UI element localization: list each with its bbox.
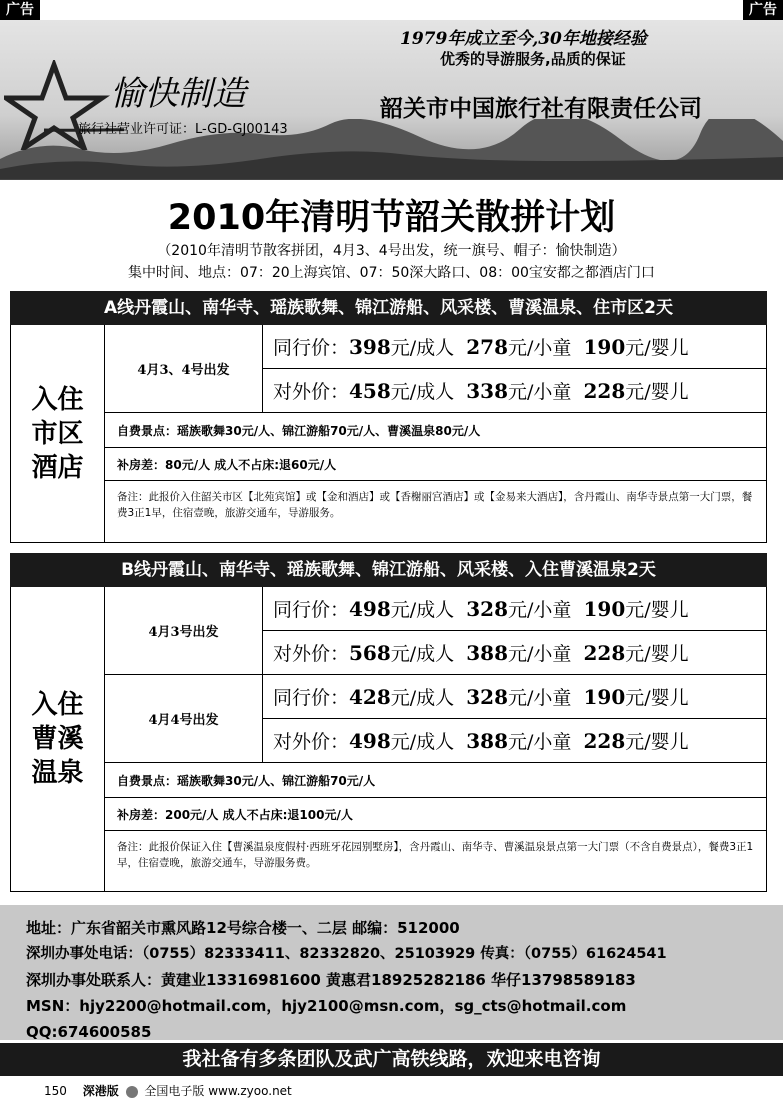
ad-label-right: 广告 bbox=[743, 0, 783, 20]
page-footer bbox=[44, 1082, 292, 1099]
line-a-title: A线丹霞山、南华寺、瑶族歌舞、锦江游船、风采楼、曹溪温泉、住市区2天 bbox=[10, 291, 767, 325]
line-a-price-trade: 同行价： 398 元/成人 278 元/小童 190 元/婴儿 bbox=[263, 325, 766, 369]
website: 全国电子版 www.zyoo.net bbox=[144, 1084, 292, 1098]
line-a-room-diff: 补房差：80元/人 成人不占床:退60元/人 bbox=[105, 448, 766, 481]
line-b-hotel: 入住曹溪温泉 bbox=[11, 587, 105, 891]
slogan-history: 1979年成立至今,30年地接经验 bbox=[400, 29, 647, 49]
line-b-note: 备注：此报价保证入住【曹溪温泉度假村·西班牙花园别墅房】，含丹霞山、南华寺、曹溪温泉景点第一大门票（不含自费景点），餐费3正1早，住宿壹晚，旅游交通车，导游服务费。 bbox=[117, 841, 754, 869]
edition-label: 深港版 bbox=[82, 1084, 119, 1098]
ad-label-left: 广告 bbox=[0, 0, 40, 20]
header-banner bbox=[0, 20, 783, 180]
subtitle-departure: （2010年清明节散客拼团，4月3、4号出发，统一旗号、帽子：愉快制造） bbox=[157, 243, 626, 259]
line-a-note: 备注：此报价入住韶关市区【北苑宾馆】或【金和酒店】或【香榭丽宫酒店】或【金易来大酒店】，含丹霞山、南华寺景点第一大门票，餐费3正1早，住宿壹晚，旅游交通车，导游服务。 bbox=[117, 491, 753, 519]
page-title: 2010年清明节韶关散拼计划 bbox=[167, 198, 616, 238]
company-name: 韶关市中国旅行社有限责任公司 bbox=[380, 96, 702, 122]
line-b-date-1: 4月3号出发 bbox=[105, 587, 263, 675]
line-a-date: 4月3、4号出发 bbox=[105, 325, 263, 413]
line-b-date-2: 4月4号出发 bbox=[105, 675, 263, 763]
contact-info bbox=[0, 905, 783, 1040]
line-b-price-retail-1: 对外价： 568 元/成人 388 元/小童 228 元/婴儿 bbox=[263, 631, 766, 675]
line-b-extra-spots: 自费景点：瑶族歌舞30元/人、锦江游船70元/人 bbox=[105, 763, 766, 798]
line-a-extra-spots: 自费景点：瑶族歌舞30元/人、锦江游船70元/人、曹溪温泉80元/人 bbox=[105, 413, 766, 448]
subtitle-meeting: 集中时间、地点：07：20上海宾馆、07：50深大路口、08：00宝安都之都酒店门口 bbox=[128, 265, 655, 281]
line-b-room-diff: 补房差：200元/人 成人不占床:退100元/人 bbox=[105, 798, 766, 831]
line-b-price-trade-2: 同行价： 428 元/成人 328 元/小童 190 元/婴儿 bbox=[263, 675, 766, 719]
contact-address: 地址：广东省韶关市熏风路12号综合楼一、二层 邮编：512000 bbox=[26, 919, 460, 937]
contact-phone: 深圳办事处电话：（0755）82333411、82332820、25103929 传真：（0755）61624541 bbox=[26, 946, 667, 962]
contact-qq: QQ:674600585 bbox=[26, 1023, 152, 1041]
line-b-price-trade-1: 同行价： 498 元/成人 328 元/小童 190 元/婴儿 bbox=[263, 587, 766, 631]
edition-logo-icon bbox=[126, 1086, 138, 1098]
line-a-hotel: 入住市区酒店 bbox=[11, 325, 105, 542]
line-a-price-retail: 对外价： 458 元/成人 338 元/小童 228 元/婴儿 bbox=[263, 369, 766, 413]
page-number: 150 bbox=[44, 1084, 67, 1098]
contact-msn: MSN：hjy2200@hotmail.com，hjy2100@msn.com，sg_cts@hotmail.com bbox=[26, 997, 627, 1015]
slogan-quality: 优秀的导游服务,品质的保证 bbox=[440, 50, 626, 68]
line-b-title: B线丹霞山、南华寺、瑶族歌舞、锦江游船、风采楼、入住曹溪温泉2天 bbox=[10, 553, 767, 587]
line-b-table bbox=[10, 587, 767, 892]
contact-people: 深圳办事处联系人：黄建业13316981600 黄惠君18925282186 华仔13798589183 bbox=[26, 971, 636, 989]
license-number: 旅行社营业许可证：L-GD-GJ00143 bbox=[78, 122, 288, 137]
brand-name: 愉快制造 bbox=[110, 74, 246, 114]
line-b-price-retail-2: 对外价： 498 元/成人 388 元/小童 228 元/婴儿 bbox=[263, 719, 766, 763]
line-a-table bbox=[10, 325, 767, 543]
bottom-banner: 我社备有多条团队及武广高铁线路，欢迎来电咨询 bbox=[0, 1043, 783, 1076]
